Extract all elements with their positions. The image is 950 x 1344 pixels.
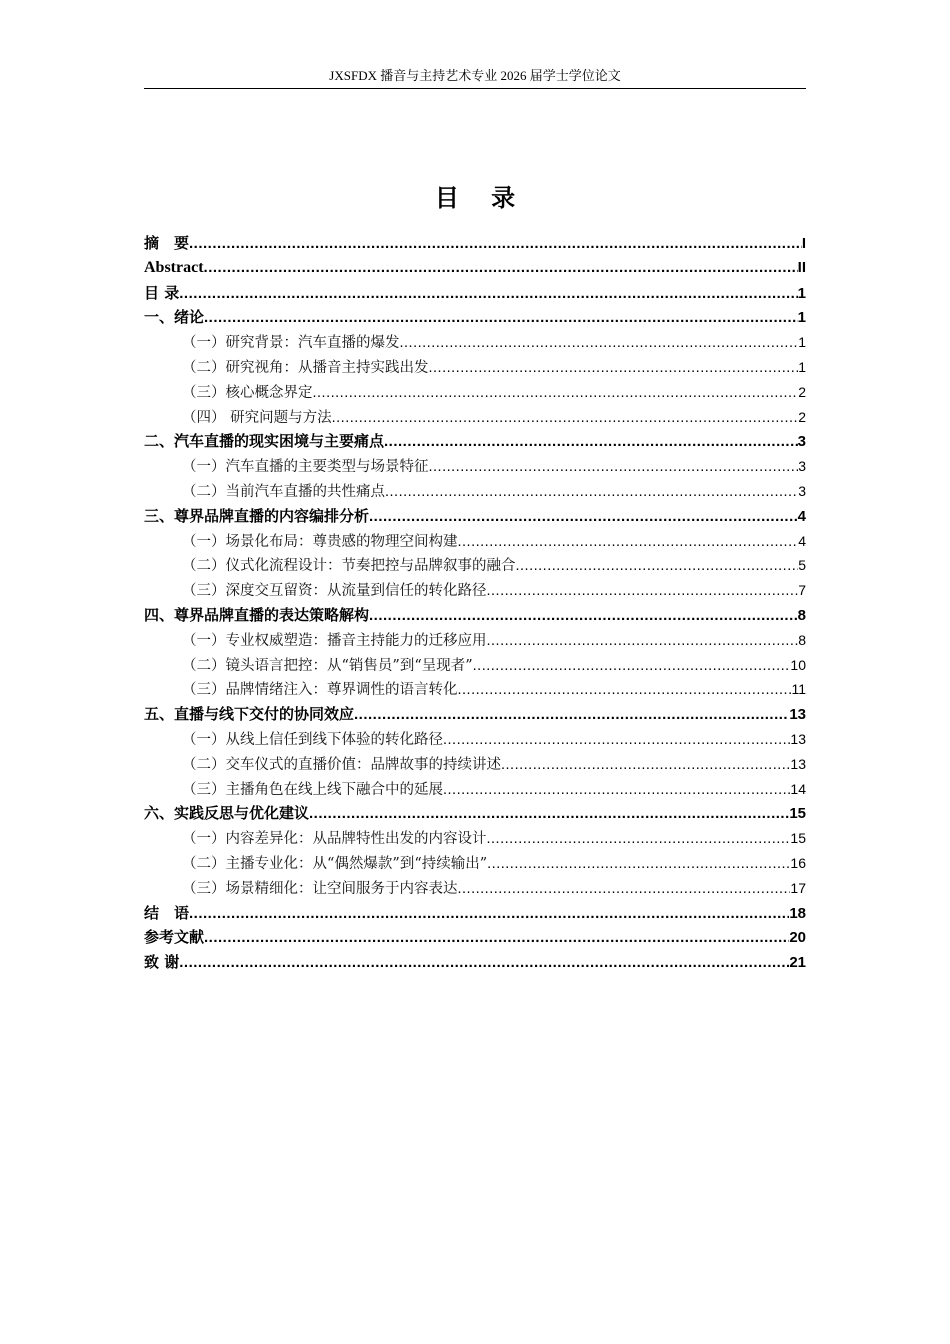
toc-leader-dots — [332, 406, 799, 431]
toc-entry-chapter[interactable] — [144, 801, 806, 826]
page-header: JXSFDX 播音与主持艺术专业 2026 届学士学位论文 — [329, 68, 621, 83]
toc-entry-page: 3 — [798, 458, 806, 475]
table-of-contents — [144, 231, 806, 975]
toc-entry-title: 参考文献 — [144, 928, 205, 947]
page-title: 目 录 — [434, 184, 528, 212]
toc-entry-page: 8 — [797, 606, 806, 624]
toc-entry-page: 4 — [798, 532, 806, 549]
toc-entry-section[interactable] — [144, 677, 806, 702]
toc-entry-chapter[interactable] — [144, 305, 806, 330]
toc-entry-section[interactable] — [144, 454, 806, 479]
toc-entry-title: （二）当前汽车直播的共性痛点 — [182, 483, 385, 500]
toc-entry-page: 14 — [790, 780, 806, 797]
toc-entry-page: II — [797, 258, 806, 276]
toc-entry-page: 1 — [797, 309, 806, 327]
toc-entry-title: 三、尊界品牌直播的内容编排分析 — [144, 506, 370, 525]
toc-entry-section[interactable] — [144, 380, 806, 405]
toc-entry-section[interactable] — [144, 479, 806, 504]
toc-leader-dots — [443, 728, 790, 753]
toc-entry-page: 8 — [798, 631, 806, 648]
toc-entry-page: I — [801, 235, 806, 252]
toc-entry-page: 10 — [790, 656, 806, 673]
toc-entry-section[interactable] — [144, 653, 806, 678]
toc-entry-title: 致 谢 — [144, 953, 180, 972]
toc-entry-page: 5 — [798, 557, 806, 574]
toc-leader-dots — [309, 802, 789, 827]
toc-entry-title: （三）品牌情绪注入：尊界调性的语言转化 — [182, 682, 458, 699]
toc-entry-title: （一）场景化布局：尊贵感的物理空间构建 — [182, 533, 458, 550]
toc-entry-title: （二）研究视角：从播音主持实践出发 — [182, 359, 429, 376]
toc-entry-section[interactable] — [144, 851, 806, 876]
toc-entry-title: 摘 要 — [144, 234, 190, 252]
toc-entry-chapter[interactable] — [144, 429, 806, 454]
toc-entry-title: 目 录 — [144, 283, 180, 302]
toc-entry-page: 15 — [789, 805, 806, 823]
toc-entry-title: 二、汽车直播的现实困境与主要痛点 — [144, 432, 385, 451]
toc-leader-dots — [204, 926, 789, 951]
toc-entry-title: 六、实践反思与优化建议 — [144, 804, 310, 823]
toc-entry-page: 13 — [790, 755, 806, 772]
toc-entry-title: 结 语 — [144, 903, 190, 922]
toc-entry-page: 13 — [790, 730, 806, 747]
toc-entry-title: （二）镜头语言把控：从“销售员”到“呈现者” — [182, 657, 473, 674]
toc-entry-page: 7 — [798, 582, 806, 599]
toc-entry-page: 1 — [798, 358, 806, 375]
toc-entry-page: 3 — [798, 482, 806, 499]
toc-entry-section[interactable] — [144, 727, 806, 752]
toc-entry-chapter[interactable] — [144, 925, 806, 950]
toc-entry-page: 2 — [798, 383, 806, 400]
toc-entry-title: （二）仪式化流程设计：节奏把控与品牌叙事的融合 — [182, 558, 516, 575]
toc-entry-page: 17 — [790, 879, 806, 896]
toc-entry-chapter[interactable] — [144, 231, 806, 256]
toc-entry-title: （四） 研究问题与方法 — [182, 409, 332, 426]
toc-leader-dots — [189, 902, 789, 927]
toc-entry-page: 18 — [789, 904, 806, 922]
toc-leader-dots — [385, 480, 798, 505]
toc-entry-section[interactable] — [144, 330, 806, 355]
toc-entry-title: 四、尊界品牌直播的表达策略解构 — [144, 605, 370, 624]
toc-leader-dots — [458, 678, 792, 703]
toc-entry-page: 2 — [798, 408, 806, 425]
toc-entry-chapter[interactable] — [144, 901, 806, 926]
toc-leader-dots — [179, 282, 797, 307]
toc-leader-dots — [429, 455, 799, 480]
toc-entry-page: 1 — [798, 334, 806, 351]
toc-entry-title: （三）核心概念界定 — [182, 384, 313, 401]
toc-entry-title: （三）主播角色在线上线下融合中的延展 — [182, 781, 443, 798]
toc-entry-chapter[interactable] — [144, 256, 806, 281]
toc-entry-title: （一）专业权威塑造：播音主持能力的迁移应用 — [182, 632, 487, 649]
toc-leader-dots — [189, 232, 802, 257]
toc-entry-title: （三）深度交互留资：从流量到信任的转化路径 — [182, 583, 487, 600]
toc-entry-page: 15 — [790, 830, 806, 847]
toc-entry-title: （二）交车仪式的直播价值：品牌故事的持续讲述 — [182, 756, 501, 773]
toc-leader-dots — [204, 256, 798, 281]
toc-leader-dots — [473, 654, 791, 679]
toc-entry-section[interactable] — [144, 405, 806, 430]
toc-entry-chapter[interactable] — [144, 603, 806, 628]
toc-leader-dots — [487, 852, 790, 877]
toc-entry-title: （一）汽车直播的主要类型与场景特征 — [182, 459, 429, 476]
toc-leader-dots — [487, 629, 799, 654]
toc-entry-title: 五、直播与线下交付的协同效应 — [144, 705, 355, 724]
toc-entry-page: 21 — [789, 954, 806, 972]
toc-leader-dots — [354, 703, 789, 728]
toc-leader-dots — [443, 778, 790, 803]
toc-leader-dots — [400, 331, 799, 356]
toc-entry-title: （一）研究背景：汽车直播的爆发 — [182, 335, 400, 352]
toc-entry-chapter[interactable] — [144, 281, 806, 306]
toc-entry-chapter[interactable] — [144, 504, 806, 529]
toc-entry-chapter[interactable] — [144, 950, 806, 975]
header-rule — [144, 88, 806, 89]
toc-entry-title: 一、绪论 — [144, 308, 205, 327]
toc-leader-dots — [179, 951, 789, 976]
toc-entry-section[interactable] — [144, 529, 806, 554]
toc-entry-title: （一）内容差异化：从品牌特性出发的内容设计 — [182, 831, 487, 848]
toc-leader-dots — [384, 430, 798, 455]
toc-leader-dots — [458, 877, 791, 902]
toc-entry-title: Abstract — [144, 258, 204, 276]
toc-leader-dots — [487, 827, 791, 852]
toc-entry-page: 3 — [797, 433, 806, 451]
toc-entry-section[interactable] — [144, 876, 806, 901]
toc-entry-title: （二）主播专业化：从“偶然爆款”到“持续输出” — [182, 855, 488, 872]
toc-entry-section[interactable] — [144, 777, 806, 802]
toc-leader-dots — [458, 530, 799, 555]
toc-leader-dots — [369, 604, 798, 629]
toc-leader-dots — [487, 579, 799, 604]
toc-entry-title: （三）场景精细化：让空间服务于内容表达 — [182, 880, 458, 897]
toc-entry-section[interactable] — [144, 752, 806, 777]
toc-entry-page: 16 — [790, 854, 806, 871]
toc-entry-page: 1 — [797, 284, 806, 302]
toc-entry-page: 13 — [789, 706, 806, 724]
toc-entry-chapter[interactable] — [144, 702, 806, 727]
toc-entry-section[interactable] — [144, 826, 806, 851]
toc-entry-page: 4 — [797, 507, 806, 525]
toc-leader-dots — [429, 356, 799, 381]
toc-entry-page: 11 — [791, 681, 806, 698]
toc-leader-dots — [369, 505, 798, 530]
toc-entry-page: 20 — [789, 929, 806, 947]
toc-leader-dots — [204, 306, 798, 331]
toc-leader-dots — [313, 381, 799, 406]
toc-leader-dots — [516, 554, 799, 579]
toc-entry-section[interactable] — [144, 553, 806, 578]
toc-entry-title: （一）从线上信任到线下体验的转化路径 — [182, 731, 443, 748]
toc-leader-dots — [501, 753, 790, 778]
toc-entry-section[interactable] — [144, 578, 806, 603]
toc-entry-section[interactable] — [144, 355, 806, 380]
toc-entry-section[interactable] — [144, 628, 806, 653]
